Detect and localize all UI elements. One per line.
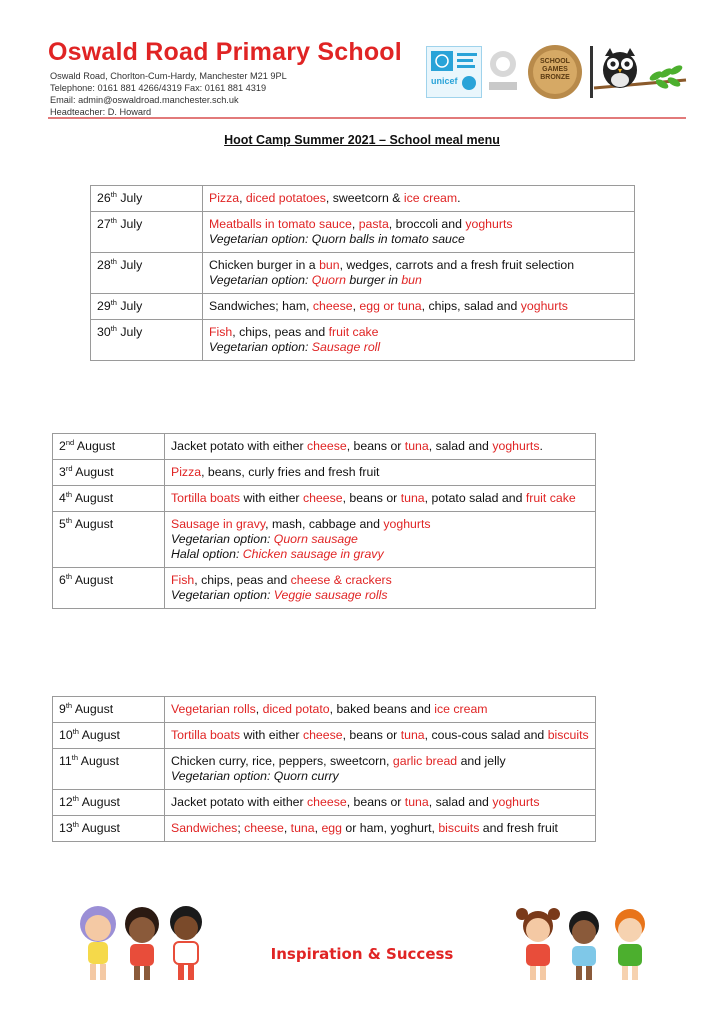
menu-date <box>53 697 165 723</box>
menu-date <box>53 512 165 568</box>
menu-highlight: garlic bread <box>392 754 458 768</box>
date-day: 30 <box>97 325 111 339</box>
menu-date <box>53 749 165 790</box>
menu-highlight: cheese <box>244 821 284 835</box>
date-day: 5 <box>59 517 66 531</box>
menu-highlight: pasta <box>358 217 389 231</box>
menu-highlight: tuna <box>400 728 425 742</box>
date-day: 12 <box>59 795 73 809</box>
date-month: July <box>116 258 143 272</box>
menu-option-line: Vegetarian option: Quorn sausage <box>171 532 358 546</box>
menu-date <box>91 320 203 361</box>
date-suffix: th <box>65 571 73 581</box>
menu-highlight: cheese & crackers <box>290 573 392 587</box>
menu-highlight: cheese <box>312 299 353 313</box>
school-name: Oswald Road Primary School <box>48 38 402 66</box>
games-badge-text <box>527 58 583 82</box>
date-month: July <box>116 191 143 205</box>
school-address: Oswald Road, Chorlton-Cum-Hardy, Manchester M21 9PL <box>50 71 287 81</box>
menu-highlight: bun <box>319 258 340 272</box>
menu-description: Vegetarian rolls, diced potato, baked beans and ice cream <box>165 697 596 723</box>
menu-highlight: egg <box>321 821 342 835</box>
date-suffix: th <box>65 515 73 525</box>
date-day: 3 <box>59 465 66 479</box>
menu-row <box>53 568 596 609</box>
date-day: 29 <box>97 299 111 313</box>
menu-highlight: Pizza <box>171 465 202 479</box>
children-illustration-right <box>514 902 658 991</box>
date-suffix: th <box>110 215 117 225</box>
date-day: 11 <box>59 754 72 768</box>
menu-highlight: Sausage in gravy <box>171 517 266 531</box>
menu-highlight: Quorn <box>311 273 346 287</box>
menu-highlight: fruit cake <box>328 325 379 339</box>
healthy-schools-badge <box>486 50 520 92</box>
menu-highlight: Tortilla boats <box>171 728 241 742</box>
menu-highlight: Vegetarian rolls <box>171 702 256 716</box>
menu-date <box>53 816 165 842</box>
menu-option-line: Halal option: Chicken sausage in gravy <box>171 547 384 561</box>
menu-option-line: Vegetarian option: Quorn curry <box>171 769 339 783</box>
menu-description: Meatballs in tomato sauce, pasta, broccoli and yoghurts Vegetarian option: Quorn balls in tomato sauce <box>203 212 635 253</box>
menu-highlight: yoghurts <box>492 439 540 453</box>
menu-highlight: ice cream <box>434 702 488 716</box>
date-suffix: th <box>72 726 79 736</box>
menu-highlight: diced potatoes <box>245 191 326 205</box>
menu-highlight: cheese <box>307 795 347 809</box>
date-day: 4 <box>59 491 66 505</box>
date-month: August <box>72 573 114 587</box>
menu-row <box>53 749 596 790</box>
children-cartoon-icon <box>514 902 658 986</box>
menu-highlight: fruit cake <box>525 491 576 505</box>
menu-description: Pizza, diced potatoes, sweetcorn & ice cream. <box>203 186 635 212</box>
menu-description: Sandwiches; ham, cheese, egg or tuna, chips, salad and yoghurts <box>203 294 635 320</box>
header-divider <box>48 117 686 119</box>
date-month: July <box>116 325 143 339</box>
menu-row <box>91 320 635 361</box>
menu-highlight: Meatballs in tomato sauce <box>209 217 352 231</box>
menu-date <box>53 486 165 512</box>
date-day: 13 <box>59 821 73 835</box>
menu-highlight: biscuits <box>547 728 589 742</box>
date-suffix: th <box>65 700 73 710</box>
menu-description: Tortilla boats with either cheese, beans or tuna, cous-cous salad and biscuits <box>165 723 596 749</box>
menu-description: Sausage in gravy, mash, cabbage and yoghurts Vegetarian option: Quorn sausage Halal option: Chicken sausage in gravy <box>165 512 596 568</box>
date-month: August <box>72 491 114 505</box>
date-month: August <box>78 821 120 835</box>
date-suffix: th <box>110 297 117 307</box>
date-day: 26 <box>97 191 111 205</box>
menu-row <box>91 294 635 320</box>
menu-date <box>53 434 165 460</box>
menu-row <box>53 697 596 723</box>
menu-description: Fish, chips, peas and fruit cake Vegetarian option: Sausage roll <box>203 320 635 361</box>
menu-highlight: Pizza <box>209 191 240 205</box>
school-telephone: Telephone: 0161 881 4266/4319 Fax: 0161 881 4319 <box>50 83 267 93</box>
menu-row <box>53 434 596 460</box>
date-month: July <box>116 299 143 313</box>
menu-option-line: Vegetarian option: Quorn burger in bun <box>209 273 422 287</box>
menu-highlight: tuna <box>404 795 429 809</box>
menu-row <box>53 723 596 749</box>
menu-description: Pizza, beans, curly fries and fresh fruit <box>165 460 596 486</box>
menu-row <box>53 512 596 568</box>
menu-description: Jacket potato with either cheese, beans or tuna, salad and yoghurts <box>165 790 596 816</box>
menu-highlight: yoghurts <box>465 217 513 231</box>
menu-highlight: Chicken sausage in gravy <box>242 547 384 561</box>
menu-highlight: cheese <box>302 491 343 505</box>
menu-date <box>53 460 165 486</box>
school-email: Email: admin@oswaldroad.manchester.sch.uk <box>50 95 239 105</box>
menu-title: Hoot Camp Summer 2021 – School meal menu <box>224 133 500 147</box>
menu-date <box>53 790 165 816</box>
school-games-bronze-badge <box>527 44 583 100</box>
menu-date <box>91 253 203 294</box>
menu-highlight: Sausage roll <box>311 340 381 354</box>
menu-option-line: Vegetarian option: Veggie sausage rolls <box>171 588 388 602</box>
menu-row <box>91 253 635 294</box>
date-suffix: rd <box>65 463 73 473</box>
menu-option-line: Vegetarian option: Quorn balls in tomato sauce <box>209 232 465 246</box>
menu-highlight: egg or tuna <box>359 299 422 313</box>
date-day: 6 <box>59 573 66 587</box>
menu-highlight: bun <box>401 273 422 287</box>
date-suffix: th <box>65 489 73 499</box>
footer-slogan: Inspiration & Success <box>270 945 454 963</box>
menu-description: Jacket potato with either cheese, beans or tuna, salad and yoghurts. <box>165 434 596 460</box>
date-month: August <box>78 754 120 768</box>
menu-table-week-1 <box>90 185 635 361</box>
menu-highlight: tuna <box>400 491 425 505</box>
date-suffix: nd <box>65 437 75 447</box>
menu-description: Chicken curry, rice, peppers, sweetcorn, garlic bread and jelly Vegetarian option: Quorn curry <box>165 749 596 790</box>
date-day: 9 <box>59 702 66 716</box>
menu-highlight: cheese <box>302 728 343 742</box>
menu-row <box>91 212 635 253</box>
date-day: 28 <box>97 258 111 272</box>
games-line-1: SCHOOL <box>540 58 570 65</box>
menu-highlight: diced potato <box>262 702 330 716</box>
children-cartoon-icon <box>74 902 214 986</box>
date-day: 10 <box>59 728 73 742</box>
games-line-3: BRONZE <box>540 74 570 81</box>
menu-row <box>53 816 596 842</box>
menu-highlight: Tortilla boats <box>171 491 241 505</box>
date-day: 2 <box>59 439 66 453</box>
menu-highlight: yoghurts <box>520 299 568 313</box>
menu-row <box>53 486 596 512</box>
date-suffix: th <box>110 256 117 266</box>
date-suffix: th <box>110 323 117 333</box>
letterhead <box>48 38 688 120</box>
date-month: August <box>72 517 114 531</box>
date-suffix: th <box>72 819 79 829</box>
date-month: August <box>78 795 120 809</box>
date-month: August <box>74 439 116 453</box>
menu-highlight: biscuits <box>438 821 480 835</box>
menu-row <box>53 460 596 486</box>
menu-highlight: Quorn sausage <box>273 532 358 546</box>
unicef-label: unicef <box>431 76 458 86</box>
unicef-logo-icon <box>427 47 481 97</box>
date-month: July <box>116 217 143 231</box>
headteacher: Headteacher: D. Howard <box>50 107 152 117</box>
menu-highlight: tuna <box>404 439 429 453</box>
menu-highlight: yoghurts <box>383 517 431 531</box>
menu-description: Tortilla boats with either cheese, beans or tuna, potato salad and fruit cake <box>165 486 596 512</box>
menu-row <box>91 186 635 212</box>
menu-date <box>91 294 203 320</box>
menu-highlight: Veggie sausage rolls <box>273 588 388 602</box>
menu-date <box>91 212 203 253</box>
menu-highlight: Fish <box>209 325 233 339</box>
menu-table-week-3 <box>52 696 596 842</box>
accreditation-badges <box>426 44 688 108</box>
menu-date <box>91 186 203 212</box>
menu-highlight: cheese <box>307 439 347 453</box>
menu-highlight: Fish <box>171 573 195 587</box>
owl-logo <box>590 44 688 108</box>
date-suffix: th <box>72 793 79 803</box>
menu-description: Chicken burger in a bun, wedges, carrots and a fresh fruit selection Vegetarian option: Quorn burger in bun <box>203 253 635 294</box>
menu-highlight: yoghurts <box>492 795 540 809</box>
menu-table-week-2 <box>52 433 596 609</box>
date-month: August <box>78 728 120 742</box>
date-month: August <box>72 465 114 479</box>
date-month: August <box>72 702 114 716</box>
menu-row <box>53 790 596 816</box>
menu-highlight: Sandwiches <box>171 821 238 835</box>
date-suffix: th <box>71 752 79 762</box>
menu-date <box>53 723 165 749</box>
menu-description: Fish, chips, peas and cheese & crackers Vegetarian option: Veggie sausage rolls <box>165 568 596 609</box>
healthy-schools-icon <box>486 50 520 92</box>
menu-highlight: tuna <box>290 821 315 835</box>
menu-date <box>53 568 165 609</box>
menu-description: Sandwiches; cheese, tuna, egg or ham, yoghurt, biscuits and fresh fruit <box>165 816 596 842</box>
date-day: 27 <box>97 217 111 231</box>
games-line-2: GAMES <box>542 66 568 73</box>
unicef-rights-respecting-badge <box>426 46 482 98</box>
menu-highlight: ice cream <box>403 191 458 205</box>
menu-option-line: Vegetarian option: Sausage roll <box>209 340 381 354</box>
owl-icon <box>590 44 688 108</box>
date-suffix: th <box>110 189 117 199</box>
